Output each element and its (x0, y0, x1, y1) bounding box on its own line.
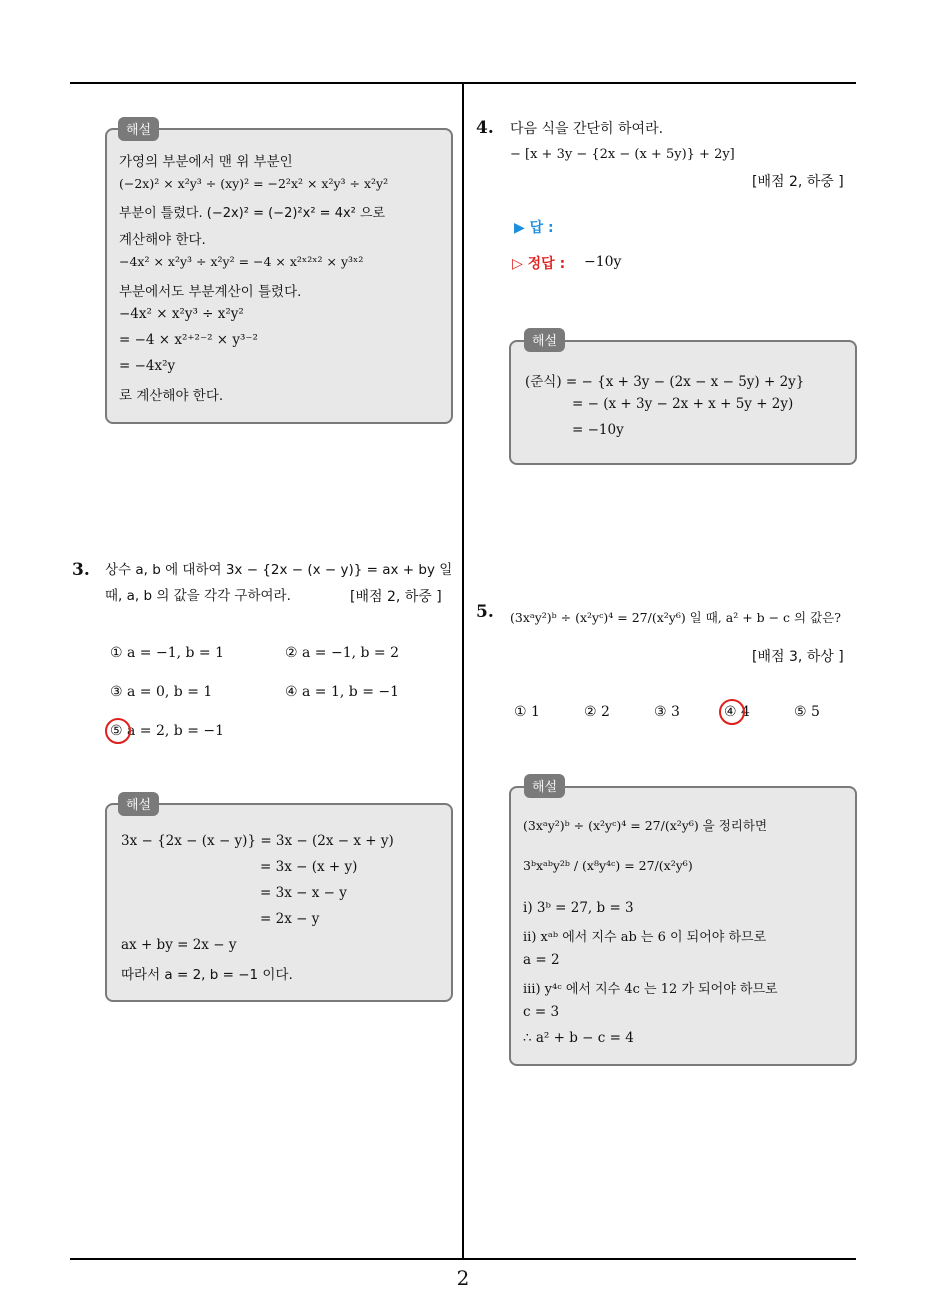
q3-exp-line: 따라서 a = 2, b = −1 이다. (121, 967, 293, 983)
q2-exp-line: 부분에서도 부분계산이 틀렸다. (119, 284, 302, 300)
q3-option-3[interactable]: ③ a = 0, b = 1 (110, 684, 213, 700)
q5-option-2[interactable]: ② 2 (584, 704, 610, 720)
q3-option-4[interactable]: ④ a = 1, b = −1 (285, 684, 400, 700)
q3-text-line2: 때, a, b 의 값을 각각 구하여라. (105, 588, 291, 604)
q5-exp-line: c = 3 (523, 1004, 560, 1020)
q5-exp-line: 3ᵇxᵃᵇy²ᵇ / (x⁸y⁴ᶜ) = 27/(x²y⁶) (523, 858, 693, 873)
q5-option-3[interactable]: ③ 3 (654, 704, 680, 720)
q5-explanation-box (509, 786, 857, 1066)
q3-text-line1: 상수 a, b 에 대하여 3x − {2x − (x − y)} = ax + by 일 (105, 562, 453, 578)
q5-exp-line: ⅲ) y⁴ᶜ 에서 지수 4c 는 12 가 되어야 하므로 (523, 982, 778, 997)
q3-exp-line: 3x − {2x − (x − y)} = 3x − (2x − x + y) (121, 833, 394, 849)
q4-text-line2: − [x + 3y − {2x − (x + 5y)} + 2y] (510, 147, 735, 162)
q3-exp-line: = 2x − y (260, 911, 320, 927)
q5-exp-line: (3xᵃy²)ᵇ ÷ (x²yᶜ)⁴ = 27/(x²y⁶) 을 정리하면 (523, 818, 768, 833)
q4-correct-value: −10y (584, 254, 622, 270)
q4-number: 4. (476, 118, 494, 138)
q4-explanation-tag: 해설 (524, 328, 565, 352)
q2-exp-line: 계산해야 한다. (119, 232, 206, 248)
q3-exp-line: ax + by = 2x − y (121, 937, 237, 953)
q5-answer-circle-icon (719, 699, 745, 725)
q4-answer-label: ▶ 답 : (514, 220, 554, 236)
q5-exp-line: a = 2 (523, 952, 560, 968)
q3-exp-line: = 3x − x − y (260, 885, 347, 901)
q2-exp-line: 가영의 부분에서 맨 위 부분인 (119, 154, 293, 170)
q2-exp-line: = −4x²y (119, 358, 176, 374)
q3-option-1[interactable]: ① a = −1, b = 1 (110, 645, 225, 661)
q4-explanation-box (509, 340, 857, 465)
q3-explanation-tag: 해설 (118, 792, 159, 816)
q3-explanation-box (105, 803, 453, 1002)
bottom-rule (70, 1258, 856, 1260)
q5-exp-line: ⅱ) xᵃᵇ 에서 지수 ab 는 6 이 되어야 하므로 (523, 930, 767, 945)
q5-score: [배점 3, 하상 ] (752, 649, 844, 665)
q3-exp-line: = 3x − (x + y) (260, 859, 358, 875)
q4-text-line1: 다음 식을 간단히 하여라. (510, 121, 664, 137)
q4-exp-line: = −10y (572, 422, 624, 438)
q5-option-4[interactable]: ④ 4 (724, 704, 750, 720)
q2-exp-line: 로 계산해야 한다. (119, 388, 224, 404)
q2-explanation-tag: 해설 (118, 117, 159, 141)
q3-score: [배점 2, 하중 ] (350, 589, 442, 605)
page-number: 2 (456, 1266, 470, 1290)
q3-option-5[interactable]: ⑤ a = 2, b = −1 (110, 723, 225, 739)
q2-explanation-box (105, 128, 453, 424)
q5-exp-line: ∴ a² + b − c = 4 (523, 1030, 634, 1046)
q5-option-5[interactable]: ⑤ 5 (794, 704, 820, 720)
q5-number: 5. (476, 602, 494, 622)
q4-exp-line: (준식) = − {x + 3y − (2x − x − 5y) + 2y} (525, 374, 805, 390)
q4-exp-line: = − (x + 3y − 2x + x + 5y + 2y) (572, 396, 794, 412)
q4-correct-label: ▷ 정답 : (512, 256, 566, 272)
q5-option-1[interactable]: ① 1 (514, 704, 540, 720)
q2-exp-line: (−2x)² × x²y³ ÷ (xy)² = −2²x² × x²y³ ÷ x²y² (119, 176, 389, 191)
q3-number: 3. (72, 560, 90, 580)
q2-exp-line: 부분이 틀렸다. (−2x)² = (−2)²x² = 4x² 으로 (119, 206, 386, 221)
q3-answer-circle-icon (105, 718, 131, 744)
q3-option-2[interactable]: ② a = −1, b = 2 (285, 645, 400, 661)
q5-text: (3xᵃy²)ᵇ ÷ (x²yᶜ)⁴ = 27/(x²y⁶) 일 때, a² + b − c 의 값은? (510, 610, 841, 625)
q5-explanation-tag: 해설 (524, 774, 565, 798)
column-divider (462, 82, 464, 1259)
q5-exp-line: ⅰ) 3ᵇ = 27, b = 3 (523, 900, 634, 916)
q4-score: [배점 2, 하중 ] (752, 174, 844, 190)
q2-exp-line: −4x² × x²y³ ÷ x²y² (119, 306, 244, 322)
q2-exp-line: −4x² × x²y³ ÷ x²y² = −4 × x²ˣ²ˣ² × y³ˣ² (119, 254, 364, 269)
q2-exp-line: = −4 × x²⁺²⁻² × y³⁻² (119, 332, 258, 348)
